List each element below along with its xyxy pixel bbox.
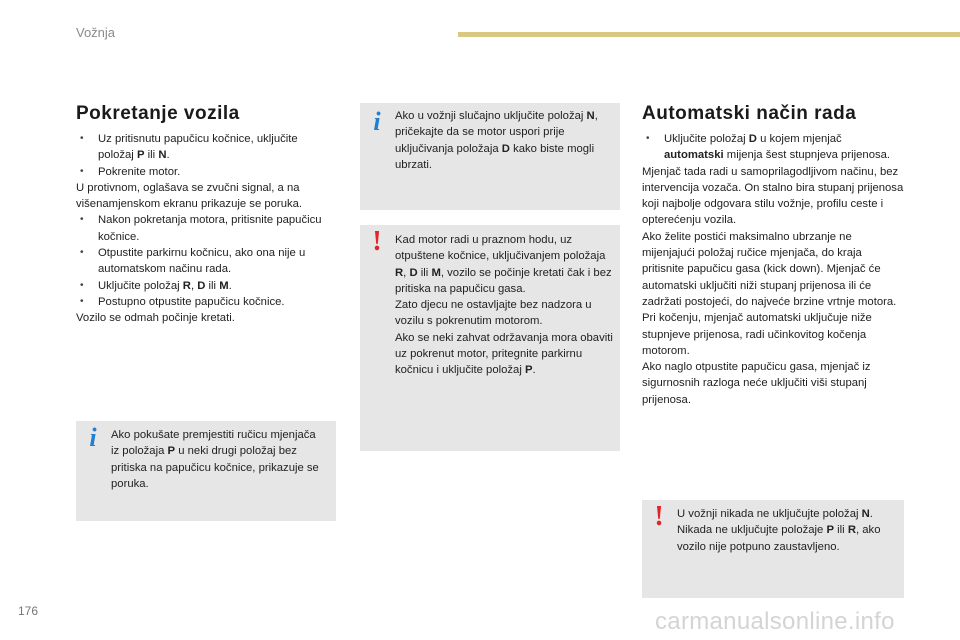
text-run: Pokrenite motor. bbox=[98, 165, 181, 178]
info-icon: i bbox=[373, 107, 381, 136]
paragraph bbox=[642, 310, 904, 359]
bullet-icon: • bbox=[80, 133, 84, 144]
paragraph bbox=[677, 522, 899, 555]
text-run: . bbox=[869, 508, 873, 520]
text-run: ili bbox=[417, 266, 432, 279]
bold-text: R bbox=[847, 524, 856, 537]
bullet-item bbox=[76, 278, 334, 294]
bold-text: P bbox=[826, 524, 835, 537]
bold-text: M bbox=[219, 279, 229, 292]
bold-text: M bbox=[431, 266, 441, 279]
bold-text: D bbox=[409, 266, 418, 279]
header-bar bbox=[458, 32, 960, 37]
info-icon: i bbox=[89, 423, 97, 452]
left-body bbox=[76, 131, 334, 327]
bullet-icon: • bbox=[80, 165, 84, 177]
text-run: Uključite položaj bbox=[664, 133, 749, 145]
text-run: Uz pritisnutu papučicu kočnice, uključite položaj bbox=[98, 133, 298, 162]
bullet-icon: • bbox=[646, 133, 650, 144]
text-run: u neki drugi položaj bez pritiska na papučicu kočnice, prikazuje se poruka. bbox=[111, 445, 319, 490]
text-run: , ako vozilo nije potpuno zaustavljeno. bbox=[677, 524, 881, 553]
text-run: . bbox=[228, 279, 232, 292]
text-run: U protivnom, oglašava se zvučni signal, a na višenamjenskom ekranu prikazuje se poruka. bbox=[76, 181, 303, 211]
text-run: Ako želite postići maksimalno ubrzanje ne mijenjajući položaj ručice mjenjača, do kraja pritisnite papučicu gasa (kick down). Mjenjač će automatski uključiti niži stupanj prijenosa ili će zadržati postojeći, do najveće brzine vrtnje motora. bbox=[642, 230, 897, 308]
text-run: ili bbox=[205, 279, 220, 292]
bold-text: D bbox=[197, 279, 206, 292]
paragraph bbox=[642, 359, 904, 408]
section-title-automatic: Automatski način rada bbox=[642, 103, 857, 124]
bold-text: P bbox=[136, 149, 145, 162]
bullet-item bbox=[642, 131, 904, 164]
page-number: 176 bbox=[18, 604, 39, 618]
text-run: Ako naglo otpustite papučicu gasa, mjenjač iz sigurnosnih razloga neće uključiti viši stupanj prijenosa. bbox=[642, 361, 871, 406]
bullet-item bbox=[76, 164, 334, 180]
section-title-start: Pokretanje vozila bbox=[76, 103, 240, 124]
bullet-icon: • bbox=[80, 214, 84, 226]
text-run: Uključite položaj bbox=[98, 279, 183, 292]
text-run: kako biste mogli ubrzati. bbox=[395, 142, 595, 171]
text-run: Vozilo se odmah počinje kretati. bbox=[76, 312, 235, 325]
paragraph bbox=[76, 310, 334, 326]
warning-box-middle bbox=[360, 225, 620, 451]
bold-text: automatski bbox=[664, 149, 724, 162]
info-box-left bbox=[76, 421, 336, 521]
bold-text: N bbox=[586, 110, 595, 122]
text-run: Mjenjač tada radi u samoprilagodljivom načinu, bez intervencija vozača. On stalno bira stupanj prijenosa koji najbolje odgovara stilu vožnje, profilu ceste i opterećenju vozila. bbox=[642, 165, 904, 227]
bold-text: R bbox=[395, 266, 404, 279]
paragraph bbox=[76, 180, 334, 213]
bullet-item bbox=[76, 212, 334, 245]
paragraph bbox=[642, 229, 904, 310]
warning-box-right bbox=[642, 500, 904, 598]
text-run: , bbox=[190, 279, 198, 292]
text-run: u kojem mjenjač bbox=[756, 133, 842, 145]
text-run: Nikada ne uključujte položaje bbox=[677, 524, 827, 537]
bullet-item bbox=[76, 294, 334, 310]
warning-box-middle-text bbox=[395, 232, 617, 379]
text-run: . bbox=[532, 364, 536, 377]
bold-text: P bbox=[167, 445, 176, 458]
paragraph bbox=[642, 164, 904, 229]
text-run: Ako u vožnji slučajno uključite položaj bbox=[395, 110, 587, 122]
paragraph bbox=[395, 232, 617, 297]
warning-icon: ! bbox=[654, 501, 664, 532]
text-run: Otpustite parkirnu kočnicu, ako ona nije u automatskom načinu rada. bbox=[98, 247, 306, 276]
text-run: ili bbox=[144, 149, 159, 162]
text-run: , bbox=[403, 266, 410, 279]
text-run: . bbox=[166, 149, 170, 162]
text-run: , vozilo se počinje kretati čak i bez pritiska na papučicu gasa. bbox=[395, 266, 612, 295]
info-box-middle bbox=[360, 103, 620, 210]
paragraph bbox=[395, 297, 617, 330]
warning-box-right-text bbox=[677, 506, 899, 555]
bullet-item bbox=[76, 131, 334, 164]
text-run: Ako se neki zahvat održavanja mora obaviti uz pokrenut motor, pritegnite parkirnu kočnicu i uključite položaj bbox=[395, 331, 613, 377]
bullet-icon: • bbox=[80, 295, 84, 307]
text-run: , pričekajte da se motor uspori prije uključivanja položaja bbox=[395, 110, 598, 155]
text-run: Kad motor radi u praznom hodu, uz otpuštene kočnice, uključivanjem položaja bbox=[395, 234, 606, 263]
text-run: Ako pokušate premjestiti ručicu mjenjača iz položaja bbox=[111, 429, 316, 458]
right-body bbox=[642, 131, 904, 408]
text-run: mijenja šest stupnjeva prijenosa. bbox=[723, 149, 891, 162]
header-title: Vožnja bbox=[76, 25, 116, 40]
text-run: Pri kočenju, mjenjač automatski uključuje niže stupnjeve prijenosa, radi učinkovitog kočenja motorom. bbox=[642, 312, 872, 357]
paragraph bbox=[395, 330, 617, 379]
bold-text: D bbox=[748, 133, 757, 145]
text-run: ili bbox=[834, 524, 848, 537]
warning-icon: ! bbox=[372, 226, 382, 257]
bold-text: R bbox=[182, 279, 191, 292]
info-box-left-text bbox=[111, 427, 326, 492]
text-run: U vožnji nikada ne uključujte položaj bbox=[677, 508, 862, 520]
watermark: carmanualsonline.info bbox=[655, 608, 895, 635]
bold-text: N bbox=[861, 508, 870, 520]
paragraph bbox=[111, 427, 326, 492]
paragraph bbox=[677, 506, 899, 522]
bullet-item bbox=[76, 245, 334, 278]
info-box-middle-text bbox=[395, 108, 617, 173]
bold-text: N bbox=[158, 149, 167, 162]
text-run: Postupno otpustite papučicu kočnice. bbox=[98, 295, 285, 308]
bold-text: P bbox=[524, 364, 533, 377]
bullet-icon: • bbox=[80, 247, 84, 259]
bullet-icon: • bbox=[80, 279, 84, 291]
text-run: Nakon pokretanja motora, pritisnite papučicu kočnice. bbox=[98, 214, 322, 243]
bold-text: D bbox=[501, 142, 510, 155]
paragraph bbox=[395, 108, 617, 173]
text-run: Zato djecu ne ostavljajte bez nadzora u vozilu s pokrenutim motorom. bbox=[395, 299, 592, 328]
